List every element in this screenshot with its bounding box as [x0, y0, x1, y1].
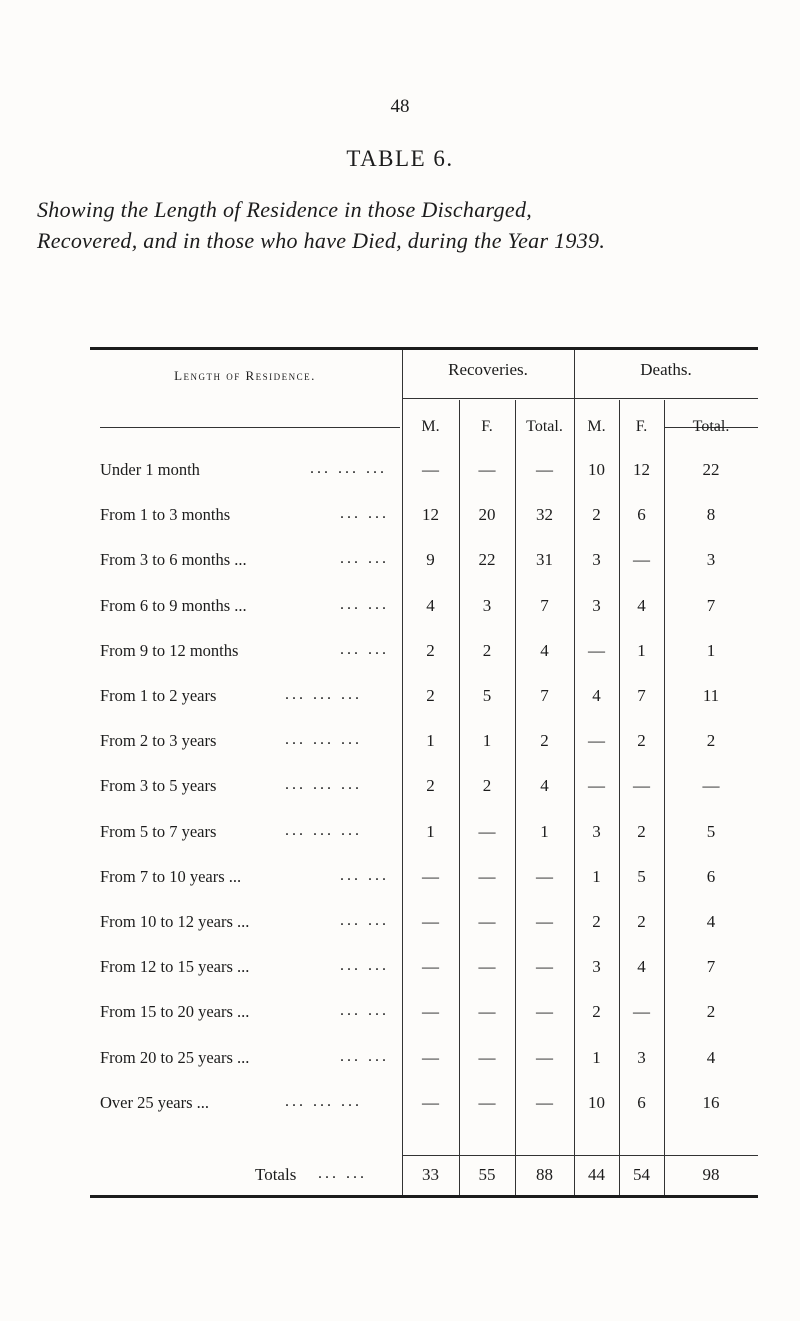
leader-dots: ... ... ...	[285, 1092, 362, 1110]
cell-recoveries-m: 2	[426, 776, 435, 796]
header-length-of-residence: Length of Residence.	[174, 368, 316, 383]
cell-recoveries-m: 2	[426, 686, 435, 705]
caption-line-1: Showing the Length of Residence in those Discharged,	[37, 197, 533, 222]
cell-deaths-total: 1	[706, 640, 716, 660]
header-deaths: Deaths.	[640, 360, 692, 379]
cell-recoveries-m: 2	[426, 640, 435, 660]
cell-deaths-f: 6	[637, 1092, 646, 1112]
table-row	[0, 596, 800, 626]
cell-recoveries-f: 2	[482, 776, 492, 796]
cell-deaths-m: 3	[592, 550, 601, 570]
cell-deaths-f: 2	[637, 912, 646, 931]
leader-dots: ... ...	[340, 595, 389, 613]
cell-deaths-f: 4	[637, 957, 646, 977]
row-label: From 3 to 6 months ...	[100, 550, 247, 570]
cell-recoveries-total: 31	[536, 550, 553, 570]
cell-recoveries-m: 9	[426, 550, 435, 570]
cell-deaths-m: 3	[592, 821, 601, 841]
cell-deaths-total: 11	[702, 686, 720, 705]
cell-recoveries-f: 1	[482, 731, 492, 751]
leader-dots: ... ...	[340, 550, 389, 568]
row-label: From 5 to 7 years	[100, 821, 217, 841]
leader-dots: ... ...	[340, 957, 389, 975]
cell-recoveries-f: 22	[478, 550, 496, 570]
cell-deaths-f: 2	[637, 731, 646, 751]
row-label: From 15 to 20 years ...	[100, 1002, 250, 1022]
cell-deaths-m: 2	[592, 505, 601, 525]
cell-recoveries-total: —	[536, 1047, 553, 1067]
cell-deaths-m: —	[588, 776, 605, 796]
leader-dots: ... ... ...	[285, 821, 362, 839]
cell-recoveries-f: 20	[478, 505, 496, 525]
cell-recoveries-f: —	[478, 957, 496, 977]
total-recoveries-m: 33	[422, 1165, 439, 1184]
cell-recoveries-total: —	[536, 912, 553, 931]
leader-dots: ... ...	[340, 866, 389, 884]
cell-recoveries-f: —	[478, 866, 496, 886]
table-caption	[37, 194, 792, 256]
cell-deaths-m: 2	[592, 1002, 601, 1022]
table-row	[0, 776, 800, 806]
cell-recoveries-f: —	[478, 1092, 496, 1112]
row-label: From 10 to 12 years ...	[100, 912, 250, 931]
cell-recoveries-f: —	[478, 912, 496, 931]
table-row	[0, 550, 800, 580]
cell-recoveries-total: 4	[540, 640, 549, 660]
total-deaths-m: 44	[588, 1165, 605, 1184]
cell-recoveries-total: —	[536, 957, 553, 977]
table-row	[0, 822, 800, 852]
leader-dots: ... ... ...	[285, 731, 362, 749]
cell-deaths-total: 4	[706, 912, 716, 931]
totals-rule	[402, 1155, 758, 1156]
cell-recoveries-total: 7	[540, 686, 549, 705]
cell-deaths-m: 1	[592, 1047, 601, 1067]
header-sub-rule	[402, 398, 758, 399]
row-label: From 6 to 9 months ...	[100, 595, 247, 615]
row-label: From 3 to 5 years	[100, 776, 217, 796]
cell-recoveries-m: —	[422, 912, 439, 931]
header-deaths-total: Total.	[692, 418, 730, 435]
header-recoveries-m: M.	[421, 418, 440, 435]
row-label: From 2 to 3 years	[100, 731, 217, 751]
table-row	[0, 1093, 800, 1123]
cell-recoveries-m: —	[422, 1092, 439, 1112]
header-bottom-rule-left	[100, 427, 400, 428]
total-recoveries-total: 88	[536, 1165, 553, 1184]
cell-recoveries-f: 3	[482, 595, 492, 615]
cell-deaths-f: 2	[637, 821, 646, 841]
cell-deaths-f: —	[633, 550, 650, 570]
cell-recoveries-f: 5	[482, 686, 492, 705]
cell-recoveries-m: —	[422, 1047, 439, 1067]
cell-recoveries-total: 1	[540, 821, 549, 841]
cell-deaths-m: 4	[592, 686, 601, 705]
cell-deaths-m: 10	[588, 460, 605, 479]
row-label: From 12 to 15 years ...	[100, 957, 250, 977]
table-row	[0, 867, 800, 897]
table-row	[0, 731, 800, 761]
total-deaths-total: 98	[702, 1165, 720, 1184]
total-recoveries-f: 55	[478, 1165, 496, 1184]
table-bottom-rule	[90, 1195, 758, 1198]
cell-recoveries-f: 2	[482, 640, 492, 660]
cell-deaths-total: 6	[706, 866, 716, 886]
cell-deaths-m: —	[588, 731, 605, 751]
cell-deaths-total: 22	[702, 460, 720, 479]
cell-recoveries-m: 4	[426, 595, 435, 615]
leader-dots: ... ...	[340, 1002, 389, 1020]
cell-deaths-f: 1	[637, 640, 646, 660]
leader-dots: ... ... ...	[310, 460, 387, 477]
cell-recoveries-m: —	[422, 460, 439, 479]
leader-dots: ... ...	[340, 912, 389, 929]
cell-deaths-total: 7	[706, 957, 716, 977]
table-row	[0, 1048, 800, 1078]
table-row	[0, 505, 800, 535]
cell-recoveries-m: —	[422, 866, 439, 886]
totals-row	[0, 1165, 800, 1195]
leader-dots: ... ... ...	[285, 776, 362, 794]
cell-deaths-m: 3	[592, 957, 601, 977]
cell-deaths-m: 2	[592, 912, 601, 931]
table-row	[0, 912, 800, 942]
cell-recoveries-total: 4	[540, 776, 549, 796]
cell-deaths-total: 2	[706, 1002, 716, 1022]
cell-deaths-total: 2	[706, 731, 716, 751]
leader-dots: ... ...	[340, 505, 389, 523]
leader-dots: ... ...	[340, 1047, 389, 1065]
total-deaths-f: 54	[633, 1165, 650, 1184]
cell-recoveries-m: 1	[426, 731, 435, 751]
cell-deaths-m: 1	[592, 866, 601, 886]
row-label: From 1 to 3 months	[100, 505, 231, 525]
header-deaths-m: M.	[587, 418, 606, 435]
caption-line-2: Recovered, and in those who have Died, during the Year 1939.	[37, 228, 606, 253]
cell-recoveries-total: —	[536, 866, 553, 886]
cell-recoveries-total: 7	[540, 595, 549, 615]
cell-deaths-f: 7	[637, 686, 646, 705]
cell-deaths-f: 3	[637, 1047, 646, 1067]
page-number: 48	[390, 96, 410, 117]
totals-label: Totals	[255, 1165, 297, 1184]
cell-deaths-f: 6	[637, 505, 646, 525]
cell-deaths-total: 16	[702, 1092, 720, 1112]
cell-deaths-total: 3	[706, 550, 716, 570]
row-label: From 9 to 12 months	[100, 640, 239, 660]
table-title: TABLE 6.	[346, 146, 454, 171]
row-label: Over 25 years ...	[100, 1092, 210, 1112]
row-label: Under 1 month	[100, 460, 200, 479]
cell-deaths-m: 10	[588, 1092, 605, 1112]
table-row	[0, 460, 800, 490]
cell-deaths-total: 7	[706, 595, 716, 615]
cell-recoveries-m: —	[422, 957, 439, 977]
header-deaths-f: F.	[635, 418, 648, 435]
cell-deaths-m: 3	[592, 595, 601, 615]
cell-recoveries-f: —	[478, 1047, 496, 1067]
cell-deaths-total: 5	[706, 821, 716, 841]
table-row	[0, 957, 800, 987]
cell-recoveries-total: 32	[536, 505, 553, 525]
cell-deaths-f: 12	[633, 460, 650, 479]
row-label: From 20 to 25 years ...	[100, 1047, 250, 1067]
cell-deaths-f: —	[633, 776, 650, 796]
header-recoveries-total: Total.	[526, 418, 563, 435]
cell-recoveries-f: —	[478, 460, 496, 479]
table-row	[0, 686, 800, 716]
table-top-rule	[90, 347, 758, 350]
leader-dots: ... ...	[318, 1165, 367, 1182]
cell-deaths-total: 4	[706, 1047, 716, 1067]
cell-recoveries-total: —	[536, 1092, 553, 1112]
row-label: From 1 to 2 years	[100, 686, 217, 705]
cell-recoveries-f: —	[478, 1002, 496, 1022]
table-row	[0, 641, 800, 671]
cell-recoveries-m: 1	[426, 821, 435, 841]
row-label: From 7 to 10 years ...	[100, 866, 242, 886]
cell-recoveries-m: —	[422, 1002, 439, 1022]
cell-deaths-f: 5	[637, 866, 646, 886]
header-recoveries: Recoveries.	[448, 360, 528, 379]
cell-recoveries-m: 12	[422, 505, 439, 525]
cell-deaths-total: 8	[706, 505, 716, 525]
leader-dots: ... ... ...	[285, 686, 362, 703]
cell-recoveries-total: —	[536, 1002, 553, 1022]
leader-dots: ... ...	[340, 640, 389, 658]
cell-deaths-m: —	[588, 640, 605, 660]
cell-deaths-total: —	[702, 776, 720, 796]
cell-recoveries-f: —	[478, 821, 496, 841]
cell-deaths-f: —	[633, 1002, 650, 1022]
header-recoveries-f: F.	[481, 418, 493, 435]
cell-deaths-f: 4	[637, 595, 646, 615]
cell-recoveries-total: —	[536, 460, 553, 479]
cell-recoveries-total: 2	[540, 731, 549, 751]
table-row	[0, 1002, 800, 1032]
